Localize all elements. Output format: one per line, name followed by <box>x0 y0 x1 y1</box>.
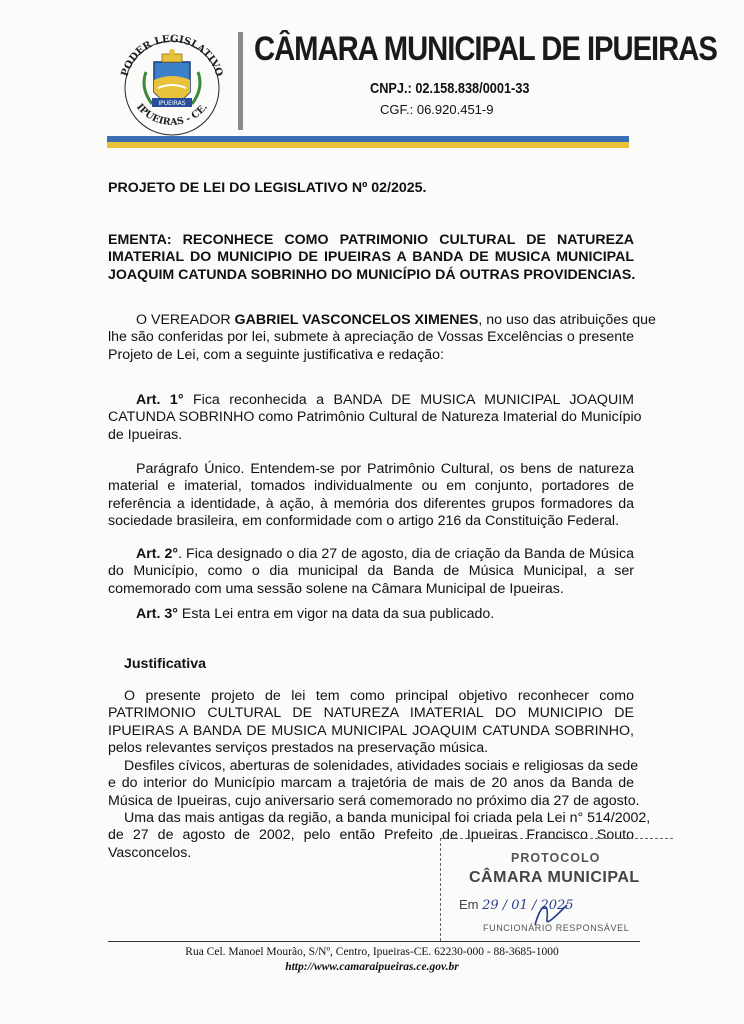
signature-mark <box>531 897 571 931</box>
justificativa-line: e do interior do Município marcam a trajetória de mais de 20 anos da Banda de <box>108 775 634 792</box>
justificativa-heading: Justificativa <box>124 656 207 672</box>
justificativa-line: de 27 de agosto de 2002, pelo então Prefeito de Ipueiras Francisco Souto <box>108 827 634 844</box>
justificativa-line: pelos relevantes serviços prestados na preservação música. <box>108 740 489 757</box>
ementa-line: IMATERIAL DO MUNICIPIO DE IPUEIRAS A BANDA DE MUSICA MUNICIPAL <box>108 249 634 266</box>
protocol-stamp <box>440 838 673 941</box>
justificativa-paragraph-2 <box>108 758 640 810</box>
ementa-line: EMENTA: RECONHECE COMO PATRIMONIO CULTURAL DE NATUREZA <box>108 232 634 248</box>
justificativa-line: PATRIMONIO CULTURAL DE NATUREZA IMATERIAL DO MUNICIPIO DE <box>108 705 634 722</box>
article-2-label: Art. 2° <box>136 546 179 562</box>
article-1 <box>108 392 642 444</box>
article-3 <box>136 606 494 623</box>
header-stripe-yellow <box>107 142 629 148</box>
paragrafo-unico <box>108 461 634 531</box>
footer-divider <box>108 941 640 942</box>
header-divider <box>238 32 243 130</box>
ementa <box>108 232 634 284</box>
cnpj-text: CNPJ.: 02.158.838/0001-33 <box>370 80 530 97</box>
justificativa-line: Uma das mais antigas da região, a banda municipal foi criada pela Lei n° 514/2002, <box>124 810 651 826</box>
justificativa-line: Vasconcelos. <box>108 844 192 861</box>
footer-url[interactable]: http://www.camaraipueiras.ce.gov.br <box>285 961 459 973</box>
intro-paragraph <box>108 312 656 364</box>
project-title: PROJETO DE LEI DO LEGISLATIVO Nº 02/2025. <box>108 180 427 196</box>
stamp-org: CÂMARA MUNICIPAL <box>469 869 640 886</box>
seal-banner-text: IPUEIRAS <box>158 100 186 107</box>
intro-line: lhe são conferidas por lei, submete à apreciação de Vossas Excelências o presente <box>108 329 634 346</box>
intro-line1-end: , no uso das atribuições que <box>478 312 656 328</box>
stamp-date-handwritten: 29 / 01 / 2025 <box>482 898 574 913</box>
article-3-label: Art. 3° <box>136 606 178 622</box>
paragrafo-line: referência a identidade, à ação, à memória dos diferentes grupos formadores da <box>108 495 634 512</box>
article-1-line: CATUNDA SOBRINHO como Patrimônio Cultural de Natureza Imaterial do Município <box>108 409 642 426</box>
justificativa-line: IPUEIRAS A BANDA DE MUSICA MUNICIPAL JOAQUIM CATUNDA SOBRINHO, <box>108 722 634 739</box>
intro-prefix: O VEREADOR <box>136 312 235 328</box>
article-1-line: de Ipueiras. <box>108 426 183 443</box>
justificativa-line: Desfiles cívicos, aberturas de solenidades, atividades sociais e religiosas da sede <box>124 758 639 774</box>
article-1-line: Fica reconhecida a BANDA DE MUSICA MUNICIPAL JOAQUIM <box>183 392 634 408</box>
article-2-line: comemorado com uma sessão solene na Câmara Municipal de Ipueiras. <box>108 580 564 597</box>
stamp-date-prefix: Em <box>459 897 479 912</box>
article-3-text: Esta Lei entra em vigor na data da sua publicado. <box>177 606 495 622</box>
article-2 <box>108 546 634 598</box>
justificativa-line: O presente projeto de lei tem como principal objetivo reconhecer como <box>124 688 634 704</box>
ementa-line: JOAQUIM CATUNDA SOBRINHO DO MUNICÍPIO DÁ OUTRAS PROVIDENCIAS. <box>108 266 636 283</box>
justificativa-line: Música de Ipueiras, cujo aniversario será comemorado no próximo dia 27 de agosto. <box>108 792 640 809</box>
paragrafo-line: material e imaterial, tomados individualmente ou em conjunto, portadores de <box>108 478 634 495</box>
article-1-label: Art. 1° <box>136 392 184 408</box>
paragrafo-line: Parágrafo Único. Entendem-se por Patrimônio Cultural, os bens de natureza <box>136 461 634 477</box>
page-title: CÂMARA MUNICIPAL DE IPUEIRAS <box>254 30 717 68</box>
seal-text-bottom: IPUEIRAS - CE. <box>134 101 210 129</box>
councilor-name: GABRIEL VASCONCELOS XIMENES <box>234 312 479 328</box>
intro-line: Projeto de Lei, com a seguinte justificativa e redação: <box>108 346 444 363</box>
justificativa-paragraph-1 <box>108 688 634 758</box>
seal-text-top: PODER LEGISLATIVO <box>119 33 225 79</box>
article-2-line: do Município, como o dia municipal da Banda de Música Municipal, a ser <box>108 563 634 580</box>
cgf-text: CGF.: 06.920.451-9 <box>380 102 494 117</box>
article-2-line: . Fica designado o dia 27 de agosto, dia de criação da Banda de Música <box>178 546 634 562</box>
paragrafo-line: sociedade brasileira, em conformidade com o artigo 216 da Constituição Federal. <box>108 513 620 530</box>
legislative-seal-logo <box>112 28 232 138</box>
footer-address: Rua Cel. Manoel Mourão, S/Nº, Centro, Ipueiras-CE. 62230-000 - 88-3685-1000 <box>185 946 559 958</box>
stamp-role: FUNCIONÁRIO RESPONSÁVEL <box>483 923 630 933</box>
stamp-title: PROTOCOLO <box>511 851 601 865</box>
